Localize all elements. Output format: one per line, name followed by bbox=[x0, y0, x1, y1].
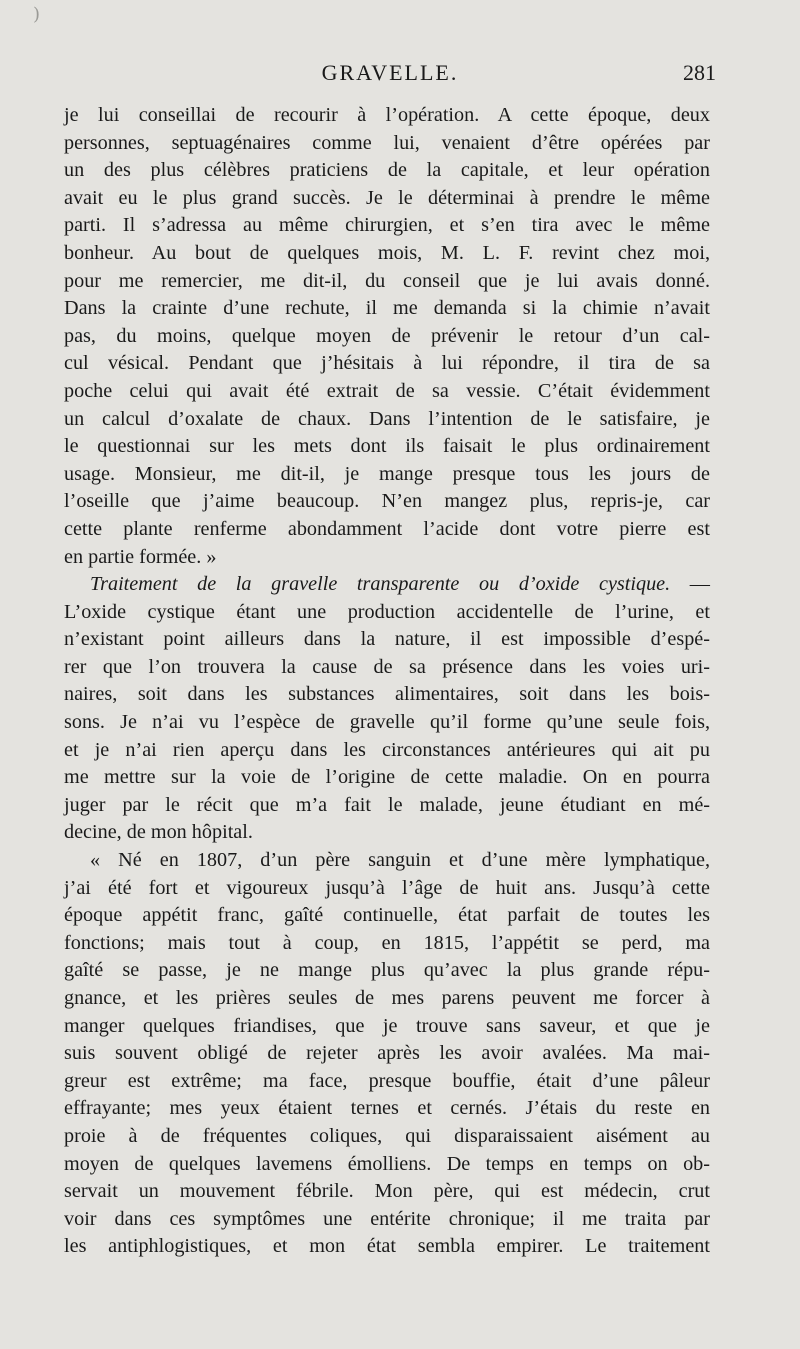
text-line: manger quelques friandises, que je trouve sans saveur, et que je bbox=[64, 1014, 710, 1037]
text-line: un des plus célèbres praticiens de la capitale, et leur opération bbox=[64, 159, 710, 182]
text-line: L’oxide cystique étant une production accidentelle de l’urine, et bbox=[64, 600, 710, 623]
text-line: époque appétit franc, gaîté continuelle, état parfait de toutes les bbox=[64, 904, 710, 927]
margin-mark: ) bbox=[33, 4, 41, 25]
text-line: poche celui qui avait été extrait de sa vessie. C’était évidemment bbox=[64, 379, 710, 402]
text-line: gnance, et les prières seules de mes parens peuvent me forcer à bbox=[64, 987, 710, 1009]
text-line: l’oseille que j’aime beaucoup. N’en mangez plus, repris-je, car bbox=[64, 490, 710, 513]
text-line: rer que l’on trouvera la cause de sa présence dans les voies uri- bbox=[64, 655, 710, 678]
text-line: proie à de fréquentes coliques, qui disparaissaient aisément au bbox=[64, 1124, 710, 1147]
text-line: moyen de quelques lavemens émolliens. De temps en temps on ob- bbox=[64, 1152, 710, 1175]
text-line: usage. Monsieur, me dit-il, je mange presque tous les jours de bbox=[64, 462, 710, 485]
text-line: personnes, septuagénaires comme lui, venaient d’être opérées par bbox=[64, 131, 710, 154]
text-line: suis souvent obligé de rejeter après les avoir avalées. Ma mai- bbox=[64, 1042, 710, 1065]
body-text bbox=[64, 102, 710, 1261]
text-line: le questionnai sur les mets dont ils faisait le plus ordinairement bbox=[64, 435, 710, 458]
text-line: juger par le récit que m’a fait le malade, jeune étudiant en mé- bbox=[64, 793, 710, 816]
text-line: « Né en 1807, d’un père sanguin et d’une mère lymphatique, bbox=[90, 849, 710, 872]
section-heading-line bbox=[64, 571, 710, 599]
section-dash: — bbox=[670, 573, 710, 596]
paragraph-oxide bbox=[64, 599, 710, 847]
text-line: j’ai été fort et vigoureux jusqu’à l’âge de huit ans. Jusqu’à cette bbox=[64, 876, 710, 899]
paragraph-continued bbox=[64, 102, 710, 571]
text-line: effrayante; mes yeux étaient ternes et cernés. J’étais du reste en bbox=[64, 1097, 710, 1120]
text-line: sons. Je n’ai vu l’espèce de gravelle qu’il forme qu’une seule fois, bbox=[64, 711, 710, 734]
page-header bbox=[64, 60, 716, 96]
page-number: 281 bbox=[683, 60, 716, 85]
text-line: servait un mouvement fébrile. Mon père, qui est médecin, crut bbox=[64, 1180, 710, 1203]
text-line: les antiphlogistiques, et mon état sembla empirer. Le traitement bbox=[64, 1235, 710, 1258]
text-line: naires, soit dans les substances alimentaires, soit dans les bois- bbox=[64, 683, 710, 706]
text-line: decine, de mon hôpital. bbox=[64, 821, 253, 844]
running-head: GRAVELLE. bbox=[321, 60, 459, 85]
paragraph-patient-account bbox=[64, 847, 710, 1261]
text-line: fonctions; mais tout à coup, en 1815, l’appétit se perd, ma bbox=[64, 931, 710, 954]
section-title: Traitement de la gravelle transparente ou d’oxide cystique. bbox=[90, 573, 671, 596]
text-line: je lui conseillai de recourir à l’opération. A cette époque, deux bbox=[64, 104, 710, 126]
text-line: avait eu le plus grand succès. Je le déterminai à prendre le même bbox=[64, 186, 710, 209]
text-line: pas, du moins, quelque moyen de prévenir le retour d’un cal- bbox=[64, 324, 710, 347]
text-line: n’existant point ailleurs dans la nature, il est impossible d’espé- bbox=[64, 628, 710, 651]
text-line: cul vésical. Pendant que j’hésitais à lui répondre, il tira de sa bbox=[64, 352, 710, 375]
text-line: voir dans ces symptômes une entérite chronique; il me traita par bbox=[64, 1207, 710, 1230]
text-line: bonheur. Au bout de quelques mois, M. L. F. revint chez moi, bbox=[64, 241, 710, 264]
text-line: cette plante renferme abondamment l’acide dont votre pierre est bbox=[64, 517, 710, 540]
text-line: greur est extrême; ma face, presque bouffie, était d’une pâleur bbox=[64, 1069, 710, 1092]
text-line: un calcul d’oxalate de chaux. Dans l’intention de le satisfaire, je bbox=[64, 407, 710, 430]
text-line: parti. Il s’adressa au même chirurgien, et s’en tira avec le même bbox=[64, 214, 710, 237]
text-line: gaîté se passe, je ne mange plus qu’avec la plus grande répu- bbox=[64, 959, 710, 982]
text-line: pour me remercier, me dit-il, du conseil que je lui avais donné. bbox=[64, 269, 710, 292]
text-line: en partie formée. » bbox=[64, 545, 217, 568]
text-line: me mettre sur la voie de l’origine de cette maladie. On en pourra bbox=[64, 766, 710, 789]
text-line: Dans la crainte d’une rechute, il me demanda si la chimie n’avait bbox=[64, 297, 710, 320]
text-line: et je n’ai rien aperçu dans les circonstances antérieures qui ait pu bbox=[64, 738, 710, 761]
